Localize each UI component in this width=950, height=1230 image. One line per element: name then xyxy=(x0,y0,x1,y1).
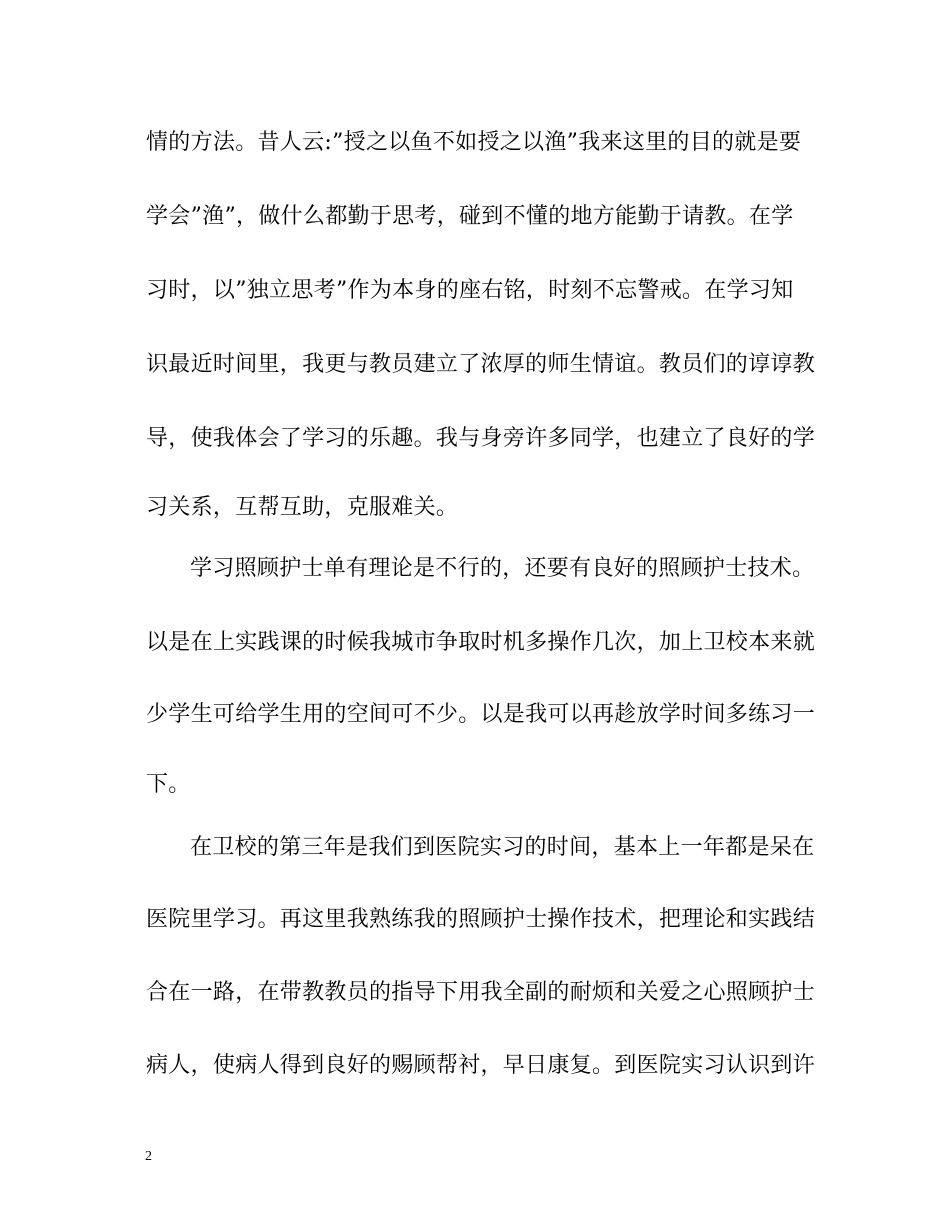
text-line: 导，使我体会了学习的乐趣。我与身旁许多同学，也建立了良好的学 xyxy=(146,426,816,451)
text-line: 情的方法。昔人云:”授之以鱼不如授之以渔”我来这里的目的就是要 xyxy=(146,130,802,155)
paragraph-first-line: 在卫校的第三年是我们到医院实习的时间，基本上一年都是呆在 xyxy=(190,835,815,860)
text-line: 习关系，互帮互助，克服难关。 xyxy=(146,495,459,520)
text-line: 以是在上实践课的时候我城市争取时机多操作几次，加上卫校本来就 xyxy=(146,630,816,655)
paragraph-first-line: 学习照顾护士单有理论是不行的，还要有良好的照顾护士技术。 xyxy=(190,556,815,581)
text-line: 习时，以”独立思考”作为本身的座右铭，时刻不忘警戒。在学习知 xyxy=(146,278,794,303)
page-number: 2 xyxy=(145,1149,152,1164)
text-line: 识最近时间里，我更与教员建立了浓厚的师生情谊。教员们的谆谆教 xyxy=(146,352,816,377)
text-line: 少学生可给学生用的空间可不少。以是我可以再趁放学时间多练习一 xyxy=(146,702,816,727)
text-line: 合在一路，在带教教员的指导下用我全副的耐烦和关爱之心照顾护士 xyxy=(146,980,816,1005)
text-line: 下。 xyxy=(146,772,191,797)
text-line: 病人，使病人得到良好的赐顾帮衬，早日康复。到医院实习认识到许 xyxy=(146,1053,816,1078)
text-line: 医院里学习。再这里我熟练我的照顾护士操作技术，把理论和实践结 xyxy=(146,907,816,932)
text-line: 学会”渔”，做什么都勤于思考，碰到不懂的地方能勤于请教。在学 xyxy=(146,204,794,229)
